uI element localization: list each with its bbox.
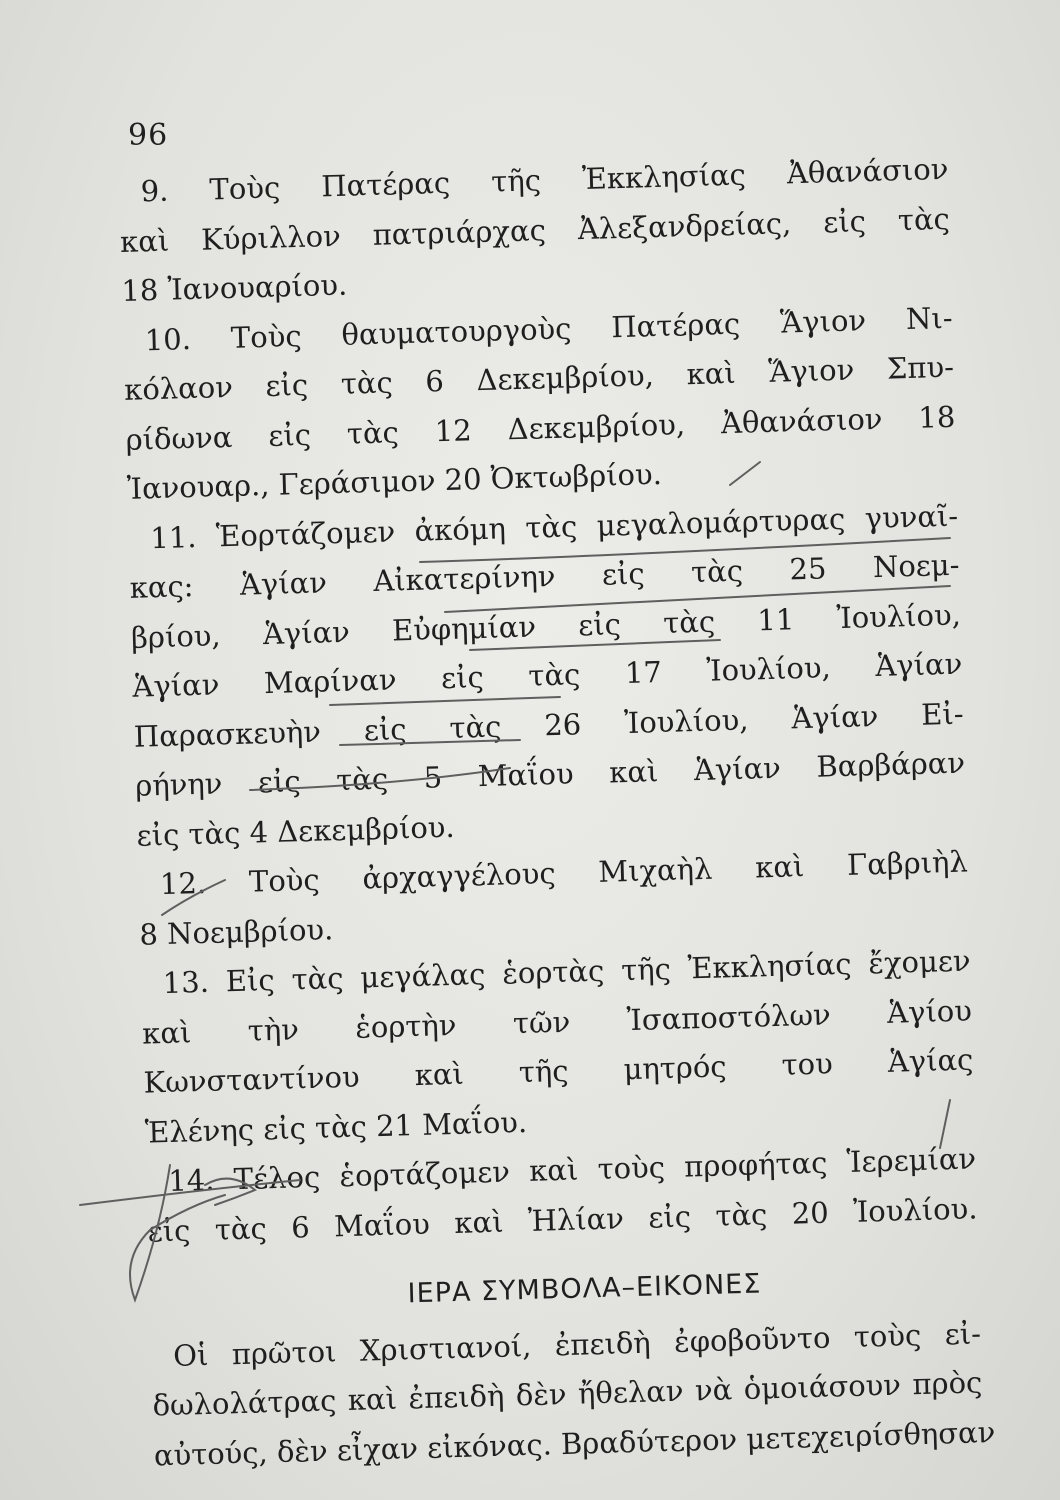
text-line: 12. Τοὺς ἀρχαγγέλους Μιχαὴλ καὶ Γαβριὴλ [159, 844, 969, 902]
section-heading: ΙΕΡΑ ΣΥΜΒΟΛΑ–ΕΙΚΟΝΕΣ [407, 1268, 762, 1310]
text-line: ρίδωνα εἰς τὰς 12 Δεκεμβρίου, Ἀθανάσιον 18 [125, 399, 956, 457]
text-line: βρίου, Ἁγίαν Εὐφημίαν εἰς τὰς 11 Ἰουλίου, [130, 597, 962, 655]
text-line: Παρασκευὴν εἰς τὰς 26 Ἰουλίου, Ἁγίαν Εἰ- [133, 696, 965, 754]
text-line: Ἑλένης εἰς τὰς 21 Μαΐου. [144, 1104, 528, 1150]
text-line: Ἁγίαν Μαρίναν εἰς τὰς 17 Ἰουλίου, Ἁγίαν [132, 646, 963, 704]
text-line: δωλολάτρας καὶ ἐπειδὴ δὲν ἤθελαν νὰ ὁμοιάσουν πρὸς [152, 1365, 983, 1423]
text-line: 11. Ἑορτάζομεν ἀκόμη τὰς μεγαλομάρτυρας γυναῖ- [149, 498, 959, 555]
text-line: Κωνσταντίνου καὶ τῆς μητρός του Ἁγίας [143, 1042, 974, 1100]
text-line: 13. Εἰς τὰς μεγάλας ἑορτὰς τῆς Ἐκκλησίας ἔχομεν [162, 943, 971, 1001]
text-line: Οἱ πρῶτοι Χριστιανοί, ἐπειδὴ ἐφοβοῦντο τοὺς εἰ- [172, 1315, 982, 1373]
text-line: 9. Τοὺς Πατέρας τῆς Ἐκκλησίας Ἀθανάσιον [140, 151, 949, 209]
text-line: εἰς τὰς 4 Δεκεμβρίου. [136, 809, 456, 853]
text-line: αὐτούς, δὲν εἶχαν εἰκόνας. Βραδύτερον μετεχειρίσθησαν [153, 1414, 996, 1472]
body-text [118, 145, 996, 1481]
text-line: 18 Ἰανουαρίου. [120, 267, 348, 308]
text-line: κόλαον εἰς τὰς 6 Δεκεμβρίου, καὶ Ἅγιον Σπυ- [123, 349, 955, 407]
text-line: κας: Ἁγίαν Αἰκατερίνην εἰς τὰς 25 Νοεμ- [129, 547, 960, 605]
text-line: 14. Τέλος ἑορτάζομεν καὶ τοὺς προφήτας Ἱερεμίαν [167, 1141, 977, 1198]
text-line: εἰς τὰς 6 Μαΐου καὶ Ἠλίαν εἰς τὰς 20 Ἰουλίου. [147, 1190, 978, 1249]
text-line: 8 Νοεμβρίου. [138, 911, 334, 952]
text-line: Ἰανουαρ., Γεράσιμον 20 Ὀκτωβρίου. [126, 456, 663, 506]
text-line: ρήνην εἰς τὰς 5 Μαΐου καὶ Ἁγίαν Βαρβάραν [134, 745, 966, 803]
text-line: καὶ Κύριλλον πατριάρχας Ἀλεξανδρείας, εἰς τὰς [119, 201, 951, 259]
text-line: καὶ τὴν ἑορτὴν τῶν Ἰσαποστόλων Ἁγίου [141, 992, 973, 1051]
page-number: 96 [128, 118, 169, 153]
text-line: 10. Τοὺς θαυματουργοὺς Πατέρας Ἅγιον Νι- [144, 300, 953, 357]
